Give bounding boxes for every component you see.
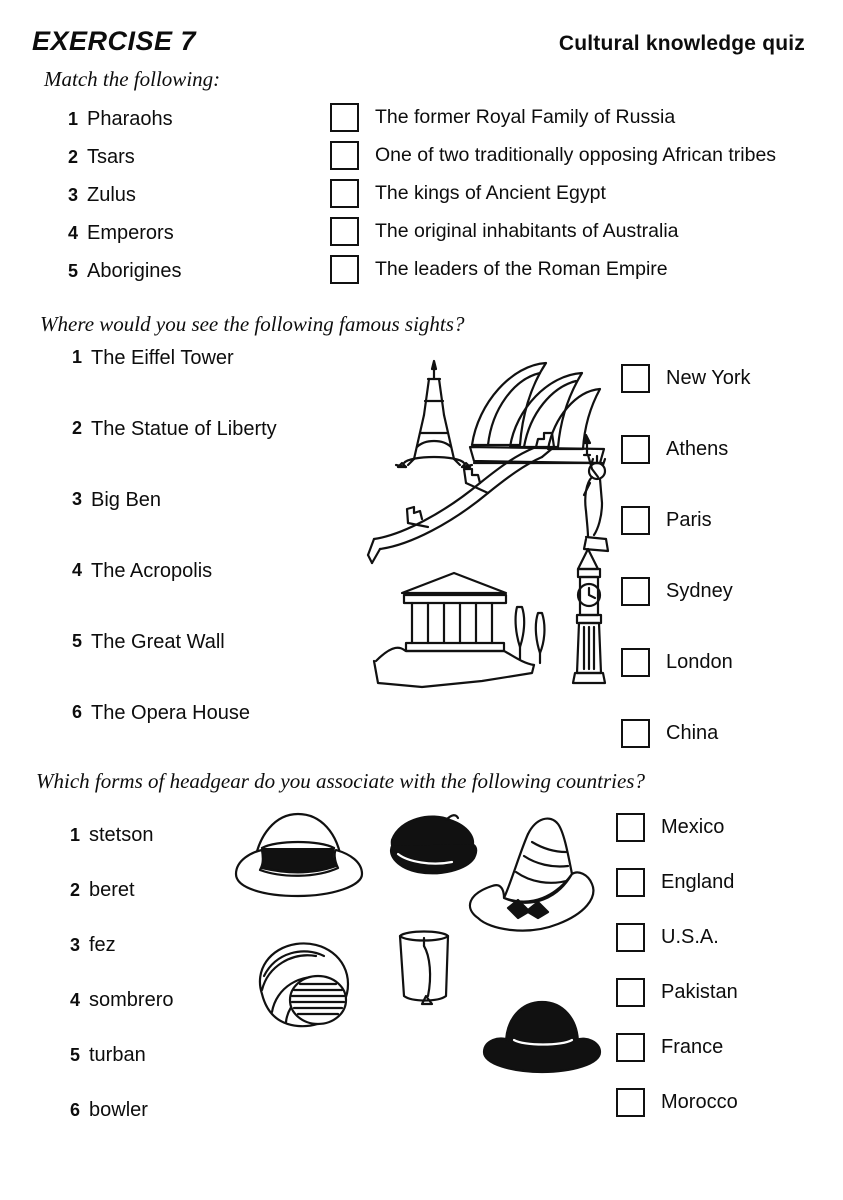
great-wall-illustration <box>368 433 554 563</box>
section3 <box>32 800 813 1130</box>
answer-checkbox[interactable] <box>616 868 645 897</box>
answer-checkbox[interactable] <box>621 506 650 535</box>
sombrero-illustration <box>470 819 593 931</box>
item-label: Tsars <box>87 145 135 168</box>
answer-checkbox[interactable] <box>330 217 359 246</box>
section2-illustrations <box>362 343 652 703</box>
answer-checkbox[interactable] <box>616 1088 645 1117</box>
list-item <box>621 485 791 556</box>
item-label: Aborigines <box>87 259 182 282</box>
item-number: 3 <box>67 184 78 205</box>
answer-checkbox[interactable] <box>616 978 645 1007</box>
section3-instruction: Which forms of headgear do you associate with the following countries? <box>36 769 645 793</box>
list-item <box>616 800 791 855</box>
item-label: London <box>666 651 733 673</box>
list-item <box>621 627 791 698</box>
answer-checkbox[interactable] <box>621 719 650 748</box>
item-label: bowler <box>89 1099 148 1121</box>
list-item <box>616 965 791 1020</box>
item-number: 4 <box>67 222 78 243</box>
fez-illustration <box>400 932 448 1005</box>
answer-checkbox[interactable] <box>616 813 645 842</box>
item-label: Pharaohs <box>87 107 173 130</box>
answer-checkbox[interactable] <box>616 1033 645 1062</box>
list-item <box>621 414 791 485</box>
item-number: 1 <box>71 347 82 367</box>
big-ben-illustration <box>573 549 605 683</box>
section2-sights-list <box>64 347 364 773</box>
item-label: The former Royal Family of Russia <box>375 105 676 128</box>
list-item <box>330 98 813 136</box>
item-label: beret <box>89 879 135 901</box>
list-item <box>60 252 330 290</box>
item-label: England <box>661 871 735 893</box>
item-label: U.S.A. <box>661 926 719 948</box>
list-item <box>330 212 813 250</box>
list-item <box>616 855 791 910</box>
section3-illustrations <box>232 800 632 1100</box>
item-number: 5 <box>67 260 78 281</box>
item-label: stetson <box>89 824 154 846</box>
eiffel-tower-illustration <box>396 361 472 467</box>
item-label: The leaders of the Roman Empire <box>375 257 668 280</box>
list-item <box>64 347 364 418</box>
item-number: 4 <box>69 990 80 1010</box>
item-label: Pakistan <box>661 981 738 1003</box>
bowler-hat-illustration <box>484 1002 600 1072</box>
section1-instruction: Match the following: <box>44 67 221 91</box>
item-label: Sydney <box>666 580 733 602</box>
answer-checkbox[interactable] <box>330 103 359 132</box>
item-label: The kings of Ancient Egypt <box>375 181 606 204</box>
list-item <box>621 343 791 414</box>
list-item <box>64 489 364 560</box>
answer-checkbox[interactable] <box>616 923 645 952</box>
item-number: 1 <box>69 825 80 845</box>
list-item <box>60 100 330 138</box>
section3-countries-list <box>616 800 791 1130</box>
item-number: 3 <box>69 935 80 955</box>
item-label: The Statue of Liberty <box>91 418 277 440</box>
statue-of-liberty-illustration <box>584 435 608 551</box>
section1-definitions-list <box>330 98 813 288</box>
stetson-hat-illustration <box>236 814 362 896</box>
section2-instruction: Where would you see the following famous sights? <box>40 312 465 336</box>
item-number: 6 <box>71 702 82 722</box>
item-label: One of two traditionally opposing African tribes <box>375 143 777 166</box>
answer-checkbox[interactable] <box>330 141 359 170</box>
beret-illustration <box>391 815 476 873</box>
item-number: 5 <box>69 1045 80 1065</box>
item-label: Big Ben <box>91 489 162 511</box>
item-number: 4 <box>71 560 82 580</box>
item-label: China <box>666 722 719 744</box>
list-item <box>616 910 791 965</box>
item-label: Mexico <box>661 816 725 838</box>
section2-cities-list <box>621 343 791 769</box>
item-label: Athens <box>666 438 729 460</box>
section1-terms-list <box>60 98 330 290</box>
item-label: Emperors <box>87 221 174 244</box>
item-label: The Great Wall <box>91 631 225 653</box>
answer-checkbox[interactable] <box>330 255 359 284</box>
acropolis-illustration <box>374 573 544 687</box>
list-item <box>621 556 791 627</box>
item-number: 2 <box>69 880 80 900</box>
section1 <box>60 98 813 290</box>
item-label: turban <box>89 1044 146 1066</box>
list-item <box>330 174 813 212</box>
item-label: The Opera House <box>91 702 250 724</box>
item-label: Zulus <box>87 183 136 206</box>
item-label: fez <box>89 934 116 956</box>
list-item <box>60 214 330 252</box>
list-item <box>616 1075 791 1130</box>
item-label: The Eiffel Tower <box>91 347 234 369</box>
item-label: The original inhabitants of Australia <box>375 219 679 242</box>
page-header <box>32 26 813 57</box>
list-item <box>64 631 364 702</box>
page-title: Cultural knowledge quiz <box>558 32 805 55</box>
list-item <box>64 418 364 489</box>
list-item <box>616 1020 791 1075</box>
answer-checkbox[interactable] <box>621 648 650 677</box>
answer-checkbox[interactable] <box>621 364 650 393</box>
item-number: 5 <box>71 631 82 651</box>
item-number: 1 <box>67 108 78 129</box>
list-item <box>60 176 330 214</box>
answer-checkbox[interactable] <box>621 435 650 464</box>
item-label: Morocco <box>661 1091 738 1113</box>
list-item <box>330 250 813 288</box>
item-label: New York <box>666 367 751 389</box>
item-number: 2 <box>67 146 78 167</box>
exercise-title: EXERCISE 7 <box>32 26 197 56</box>
item-label: sombrero <box>89 989 174 1011</box>
item-number: 2 <box>71 418 82 438</box>
list-item <box>330 136 813 174</box>
item-label: France <box>661 1036 724 1058</box>
sydney-opera-house-illustration <box>470 363 604 463</box>
item-number: 3 <box>71 489 82 509</box>
answer-checkbox[interactable] <box>330 179 359 208</box>
turban-illustration <box>260 943 348 1026</box>
item-label: Paris <box>666 509 712 531</box>
answer-checkbox[interactable] <box>621 577 650 606</box>
list-item <box>64 560 364 631</box>
item-number: 6 <box>69 1100 80 1120</box>
list-item <box>621 698 791 769</box>
item-label: The Acropolis <box>91 560 213 582</box>
list-item <box>64 702 364 773</box>
section2 <box>32 343 813 743</box>
list-item <box>60 138 330 176</box>
